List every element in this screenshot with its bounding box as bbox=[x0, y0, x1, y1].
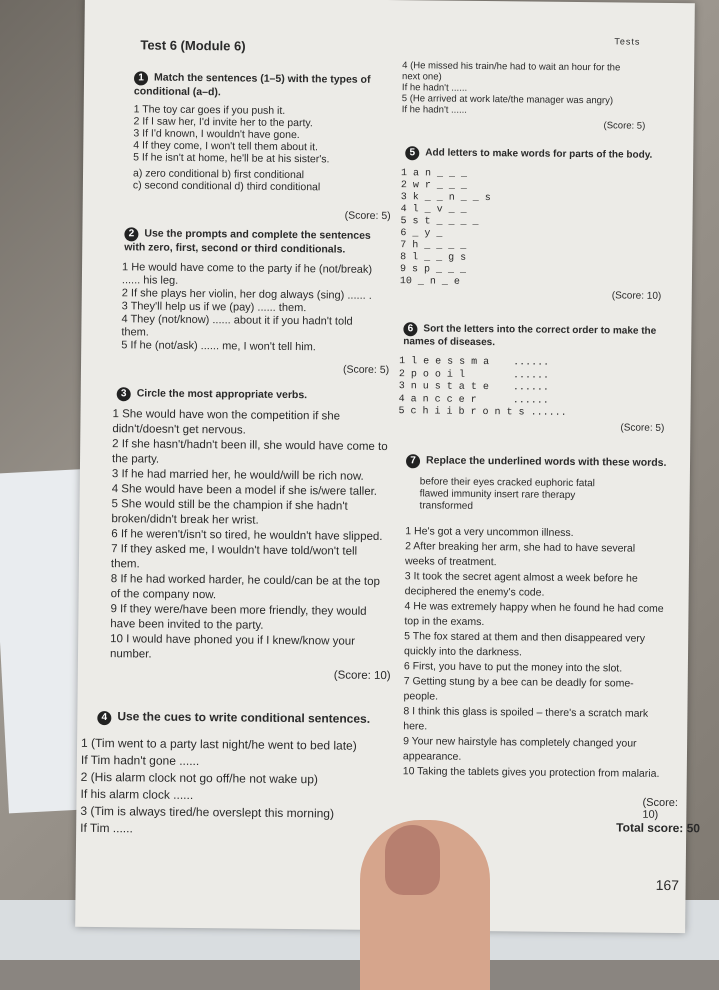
list-item: a) zero conditional b) first conditional bbox=[132, 167, 305, 182]
list-item: 3 k _ _ n _ _ s bbox=[400, 192, 491, 205]
list-item: 8 I think this glass is spoiled – there's a scratch mark bbox=[403, 705, 649, 720]
list-item: 4 l _ v _ _ bbox=[400, 204, 467, 216]
tests-label: Tests bbox=[614, 36, 641, 47]
list-item: 4 They (not/know) ...... about it if you hadn't told bbox=[121, 313, 353, 328]
total-score: Total score: 50 bbox=[616, 820, 701, 836]
list-item: 2 If she hasn't/hadn't been ill, she would have come to bbox=[112, 438, 388, 454]
list-item: 9 If they were/have been more friendly, they would bbox=[110, 603, 367, 618]
list-item: 2 If I saw her, I'd invite her to the party. bbox=[133, 115, 313, 130]
section-3-number: 3 bbox=[117, 387, 131, 401]
list-item: 7 Getting stung by a bee can be deadly for some- bbox=[403, 675, 634, 690]
list-item: 3 It took the secret agent almost a week before he bbox=[404, 570, 638, 585]
section-5-number: 5 bbox=[405, 146, 419, 160]
list-item: 7 If they asked me, I wouldn't have told/won't tell bbox=[111, 543, 358, 558]
section-1-number: 1 bbox=[134, 71, 148, 85]
list-item: 7 h _ _ _ _ bbox=[400, 240, 467, 252]
list-item: 6 _ y _ bbox=[400, 228, 443, 240]
section-7-score: (Score: 10) bbox=[642, 796, 679, 821]
list-item: have been invited to the party. bbox=[110, 618, 264, 632]
list-item: 5 c h i i b r o n t s ...... bbox=[398, 406, 567, 419]
section-6-heading: 6 Sort the letters into the correct order to make the names of diseases. bbox=[403, 323, 657, 349]
section-6-score: (Score: 5) bbox=[620, 422, 665, 434]
list-item: 1 (Tim went to a party last night/he went to bed late) bbox=[81, 735, 357, 753]
list-item: 1 The toy car goes if you push it. bbox=[133, 103, 286, 117]
section-6-number: 6 bbox=[403, 322, 417, 336]
list-item: 5 The fox stared at them and then disappeared very bbox=[404, 630, 646, 645]
section-1-heading: 1 Match the sentences (1–5) with the types of conditional (a–d). bbox=[133, 71, 371, 99]
list-item: If he hadn't ...... bbox=[401, 82, 468, 94]
list-item: 1 l e e s s m a ...... bbox=[399, 356, 550, 369]
list-item: 4 She would have been a model if she is/were taller. bbox=[111, 483, 378, 498]
list-item: them. bbox=[110, 558, 140, 571]
list-item: top in the exams. bbox=[404, 615, 485, 629]
list-item: 3 They'll help us if we (pay) ...... them. bbox=[121, 300, 307, 315]
section-1-score: (Score: 5) bbox=[344, 209, 391, 223]
list-item: didn't/doesn't get nervous. bbox=[112, 423, 246, 437]
list-item: quickly into the darkness. bbox=[403, 645, 523, 659]
section-4-number: 4 bbox=[97, 711, 111, 725]
section-7-items bbox=[403, 524, 665, 782]
list-item: If Tim hadn't gone ...... bbox=[80, 752, 200, 769]
list-item: 9 s p _ _ _ bbox=[399, 264, 467, 276]
page-number: 167 bbox=[655, 876, 680, 894]
list-item: people. bbox=[403, 690, 439, 703]
list-item: 8 If he had worked harder, he could/can be at the top bbox=[110, 573, 381, 588]
list-item: deciphered the enemy's code. bbox=[404, 585, 545, 599]
list-item: 6 If he weren't/isn't so tired, he wouldn't have slipped. bbox=[111, 528, 383, 543]
test-sheet bbox=[75, 0, 701, 933]
list-item: 5 She would still be the champion if she hadn't bbox=[111, 498, 348, 513]
list-item: 3 If he had married her, he would/will be rich now. bbox=[111, 468, 364, 483]
list-item: 2 If she plays her violin, her dog always (sing) ...... . bbox=[121, 287, 372, 302]
section-4-score: (Score: 5) bbox=[603, 120, 646, 132]
section-6-items bbox=[398, 356, 567, 420]
list-item: 1 a n _ _ _ bbox=[400, 168, 468, 180]
list-item: 3 n u s t a t e ...... bbox=[398, 381, 549, 394]
list-item: of the company now. bbox=[110, 588, 217, 602]
section-2-heading: 2 Use the prompts and complete the sentences with zero, first, second or third conditionals. bbox=[124, 227, 371, 256]
list-item: 5 If he isn't at home, he'll be at his sister's. bbox=[133, 151, 330, 166]
list-item: ...... his leg. bbox=[121, 274, 179, 287]
list-item: 2 After breaking her arm, she had to have several bbox=[405, 540, 636, 555]
section-5-heading: 5 Add letters to make words for parts of the body. bbox=[405, 146, 652, 163]
list-item: 6 First, you have to put the money into the slot. bbox=[403, 660, 623, 675]
list-item: 1 She would have won the competition if she bbox=[112, 408, 341, 423]
list-item: 1 He would have come to the party if he (not/break) bbox=[121, 261, 373, 276]
list-item: them. bbox=[121, 326, 149, 339]
list-item: 3 If I'd known, I wouldn't have gone. bbox=[133, 127, 300, 142]
list-item: 4 He was extremely happy when he found he had come bbox=[404, 600, 664, 615]
list-item: 10 Taking the tablets gives you protection from malaria. bbox=[402, 765, 660, 780]
page-title: Test 6 (Module 6) bbox=[140, 37, 246, 54]
list-item: 5 (He arrived at work late/the manager was angry) bbox=[401, 93, 614, 107]
section-1-items bbox=[133, 103, 330, 193]
list-item: 4 a n c c e r ...... bbox=[398, 393, 549, 407]
section-4-continued bbox=[402, 60, 621, 117]
list-item: 5 s t _ _ _ _ bbox=[400, 216, 479, 228]
list-item: number. bbox=[109, 648, 152, 661]
section-3-heading: 3 Circle the most appropriate verbs. bbox=[117, 387, 308, 403]
section-4-heading: 4 Use the cues to write conditional sentences. bbox=[97, 709, 370, 728]
list-item: here. bbox=[403, 720, 428, 733]
section-4-items bbox=[80, 735, 357, 840]
list-item: c) second conditional d) third conditional bbox=[132, 179, 321, 194]
list-item: If he hadn't ...... bbox=[401, 104, 467, 116]
section-3-items bbox=[110, 407, 388, 665]
list-item: If Tim ...... bbox=[80, 820, 133, 836]
list-item: If his alarm clock ...... bbox=[80, 786, 194, 803]
section-2-score: (Score: 5) bbox=[342, 363, 390, 377]
section-3-score: (Score: 10) bbox=[333, 669, 391, 683]
section-5-items bbox=[400, 168, 491, 289]
list-item: weeks of treatment. bbox=[404, 555, 497, 569]
list-item: broken/didn't break her wrist. bbox=[111, 513, 259, 527]
list-item: 10 _ n _ e bbox=[399, 276, 460, 288]
list-item: 5 If he (not/ask) ...... me, I won't tell him. bbox=[121, 339, 316, 354]
section-2-number: 2 bbox=[124, 227, 138, 241]
list-item: 4 (He missed his train/he had to wait an hour for the bbox=[402, 60, 621, 74]
list-item: appearance. bbox=[402, 750, 462, 763]
list-item: 8 l _ _ g s bbox=[400, 252, 467, 264]
list-item: 10 I would have phoned you if I knew/know your bbox=[110, 633, 356, 648]
list-item: 4 If they come, I won't tell them about it. bbox=[133, 139, 319, 154]
section-7-number: 7 bbox=[406, 454, 420, 468]
section-7-heading: 7 Replace the underlined words with these words. bbox=[406, 454, 667, 471]
list-item: 2 w r _ _ _ bbox=[400, 180, 467, 192]
section-2-items bbox=[121, 261, 372, 355]
list-item: 3 (Tim is always tired/he overslept this morning) bbox=[80, 803, 335, 821]
section-7-word-box: before their eyes cracked euphoric fatal flawed immunity insert rare therapy transformed bbox=[419, 476, 595, 512]
fingernail bbox=[385, 825, 440, 895]
section-5-score: (Score: 10) bbox=[611, 290, 662, 302]
list-item: next one) bbox=[402, 71, 442, 83]
list-item: 9 Your new hairstyle has completely changed your bbox=[403, 735, 637, 750]
list-item: 2 (His alarm clock not go off/he not wake up) bbox=[80, 769, 319, 787]
list-item: the party. bbox=[111, 453, 160, 466]
list-item: 1 He's got a very uncommon illness. bbox=[405, 525, 574, 539]
list-item: 2 p o o i l ...... bbox=[398, 368, 550, 382]
